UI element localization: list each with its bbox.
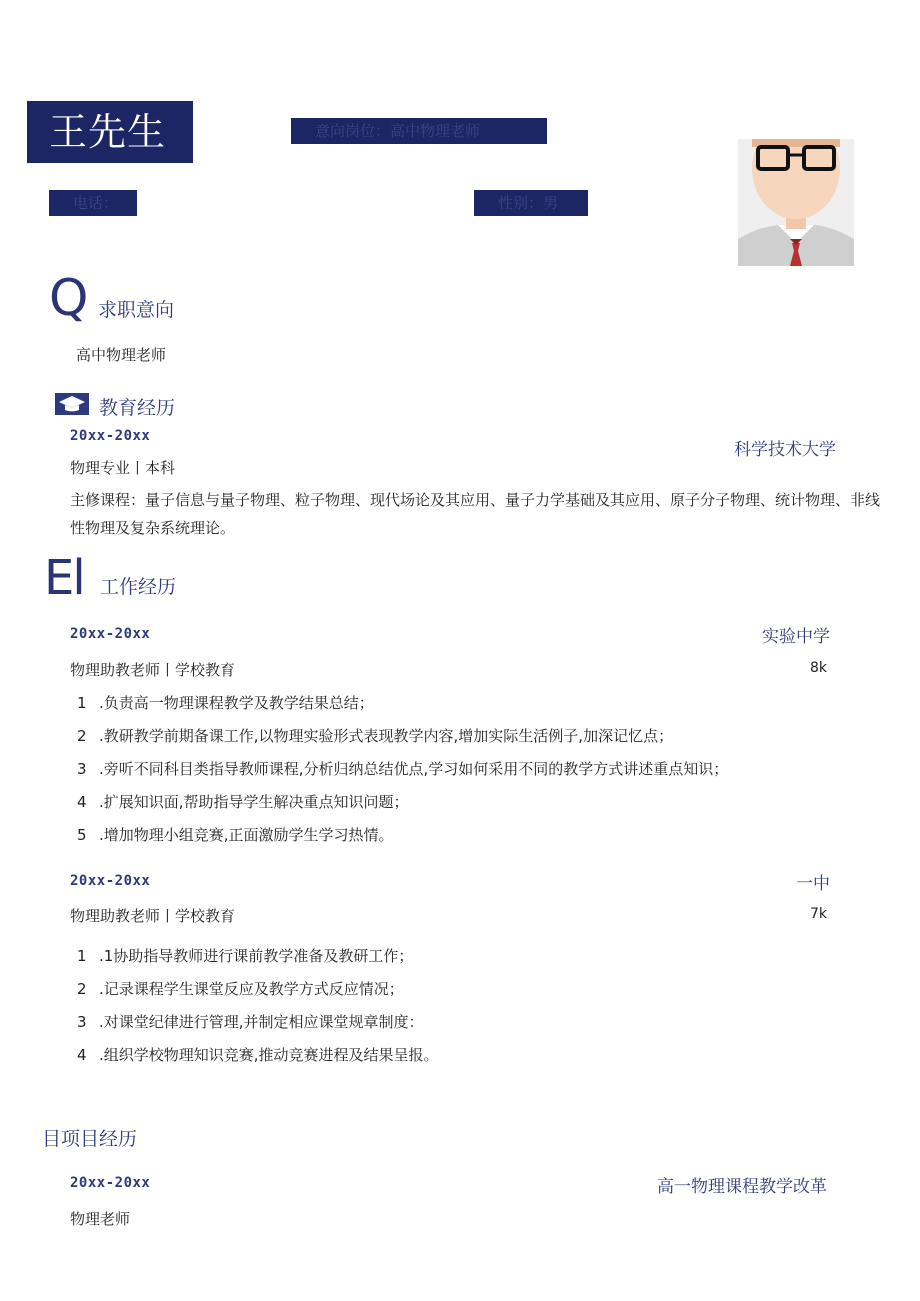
job-duty-item: 4 .扩展知识面,帮助指导学生解决重点知识问题； <box>77 793 409 811</box>
education-date: 20xx-20xx <box>70 428 151 444</box>
job-role: 物理助教老师丨学校教育 <box>70 661 236 679</box>
education-courses-line1: 主修课程：量子信息与量子物理、粒子物理、现代场论及其应用、量子力学基础及其应用、原子分子物理、统计物理、非线 <box>70 491 881 509</box>
job-salary: 7k <box>809 906 827 922</box>
work-section-title: 工作经历 <box>100 576 177 598</box>
job-org: 实验中学 <box>762 627 830 647</box>
phone-tag: 电话： <box>49 190 137 216</box>
name-banner: 王先生 <box>27 101 193 163</box>
job-duty-item: 1 .1协助指导教师进行课前教学准备及教研工作； <box>77 947 414 965</box>
job-duty-item: 5 .增加物理小组竞赛,正面激励学生学习热情。 <box>77 826 394 844</box>
gender-tag: 性别：男 <box>474 190 588 216</box>
intent-section-icon: Q <box>49 269 89 327</box>
job-date: 20xx-20xx <box>70 626 151 642</box>
project-section-title: 目项目经历 <box>42 1128 138 1150</box>
job-duty-item: 2 .教研教学前期备课工作,以物理实验形式表现教学内容,增加实际生活例子,加深记忆点； <box>77 727 674 745</box>
education-school: 科学技术大学 <box>734 440 836 460</box>
job-duty-item: 3 .对课堂纪律进行管理,并制定相应课堂规章制度： <box>77 1013 424 1031</box>
job-org: 一中 <box>796 874 830 894</box>
job-role: 物理助教老师丨学校教育 <box>70 907 236 925</box>
work-section-icon: El <box>44 550 84 606</box>
intent-content: 高中物理老师 <box>76 346 167 364</box>
graduation-cap-icon <box>55 393 89 415</box>
job-duty-item: 4 .组织学校物理知识竞赛,推动竞赛进程及结果呈报。 <box>77 1046 439 1064</box>
job-salary: 8k <box>809 660 827 676</box>
job-duty-item: 3 .旁听不同科目类指导教师课程,分析归纳总结优点,学习如何采用不同的教学方式讲述重点知识； <box>77 760 729 778</box>
job-duty-item: 2 .记录课程学生课堂反应及教学方式反应情况； <box>77 980 404 998</box>
education-section-title: 教育经历 <box>99 397 176 419</box>
intent-section-title: 求职意向 <box>98 299 175 321</box>
project-role: 物理老师 <box>70 1210 131 1228</box>
avatar-illustration <box>738 139 854 266</box>
project-date: 20xx-20xx <box>70 1175 151 1191</box>
project-name: 高一物理课程教学改革 <box>657 1177 827 1197</box>
avatar <box>738 139 854 266</box>
education-major: 物理专业丨本科 <box>70 459 176 477</box>
job-duty-item: 1 .负责高一物理课程教学及教学结果总结； <box>77 694 374 712</box>
intent-tag: 意向岗位：高中物理老师 <box>291 118 547 144</box>
education-courses-line2: 性物理及复杂系统理论。 <box>70 519 236 537</box>
job-date: 20xx-20xx <box>70 873 151 889</box>
